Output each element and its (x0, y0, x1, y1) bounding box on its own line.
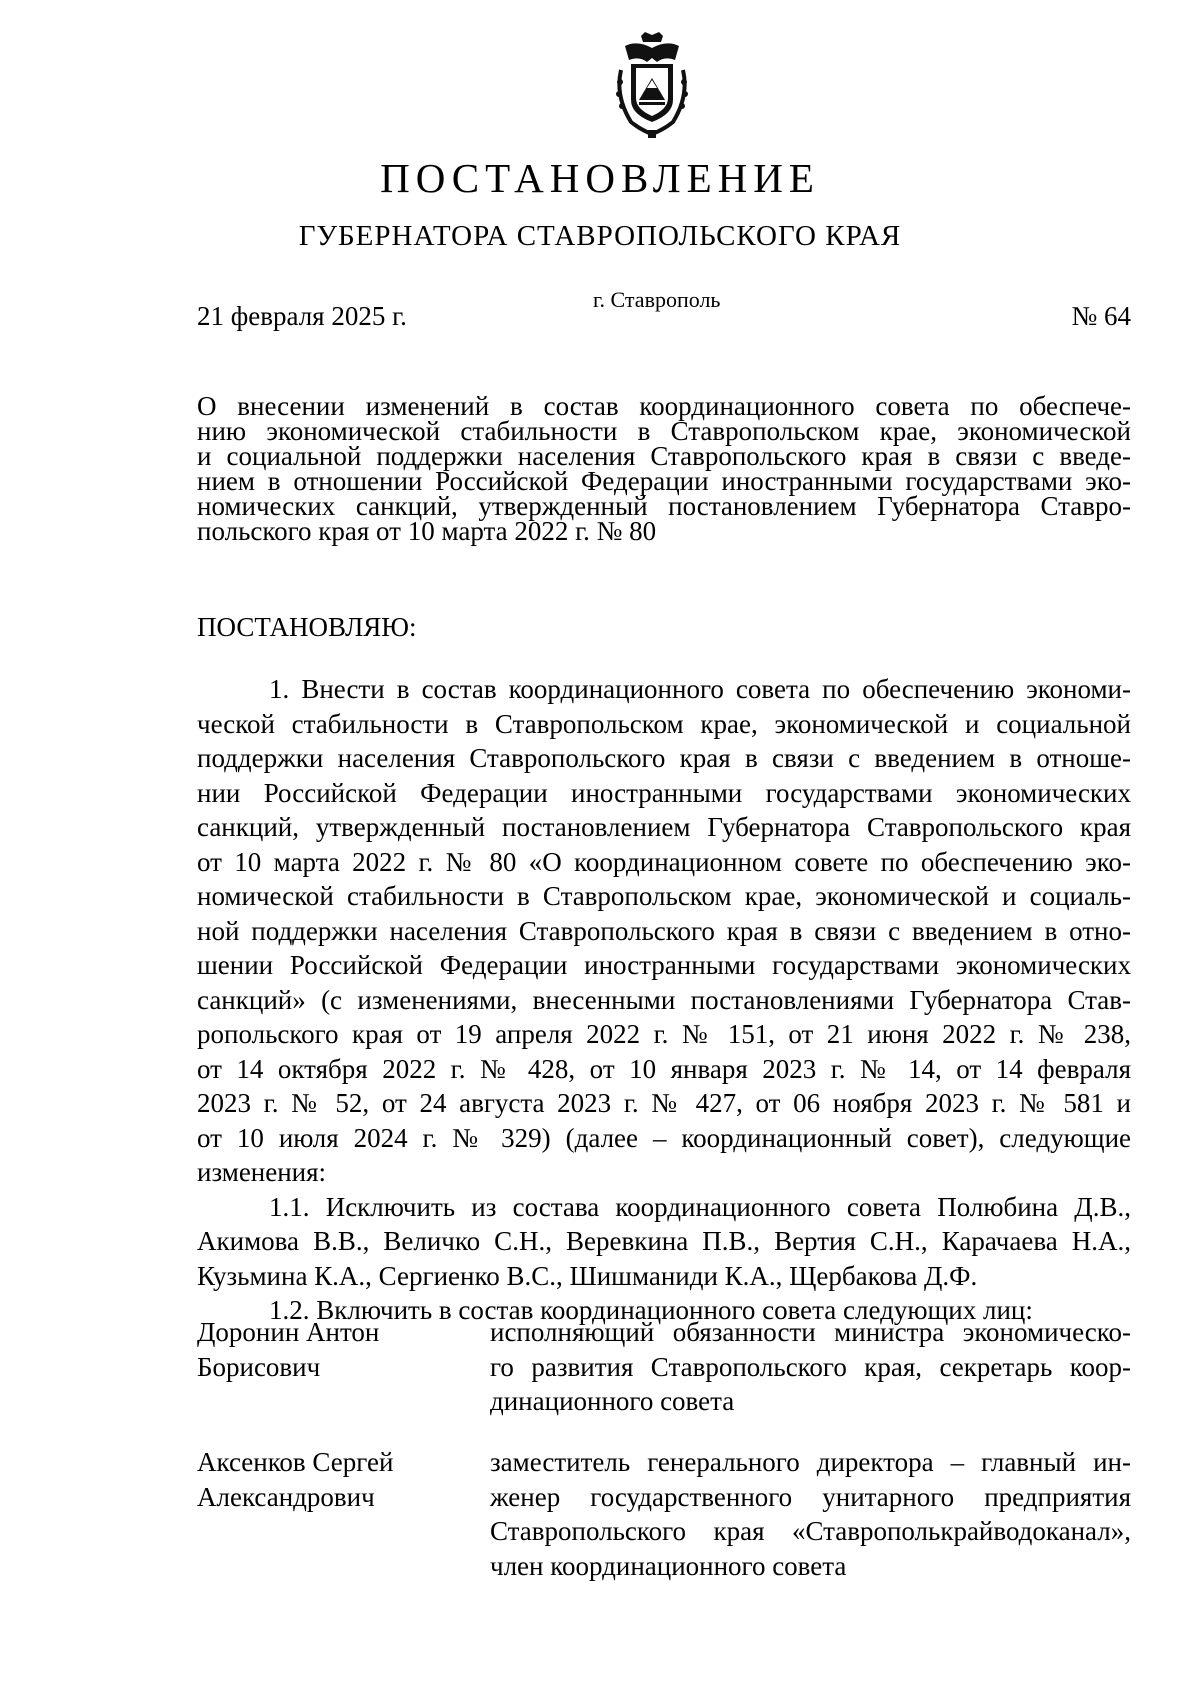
member-entry (197, 1315, 1131, 1445)
document-heading (197, 391, 1131, 546)
paragraph-1-1-line: Акимова В.В., Величко С.Н., Веревкина П.В., Вертия С.Н., Карачаева Н.А., (197, 1226, 1131, 1256)
paragraph-1-line: санкций» (с изменениями, внесенными постановлениями Губернатора Став- (197, 984, 1131, 1015)
document-city: г. Ставрополь (593, 287, 721, 312)
member-role-line: исполняющий обязанности министра экономическо- (490, 1317, 1131, 1347)
members-list (197, 1315, 1131, 1595)
paragraph-1-line: шении Российской Федерации иностранными государствами экономических (197, 950, 1131, 980)
issuer-title: ГУБЕРНАТОРА СТАВРОПОЛЬСКОГО КРАЯ (298, 220, 902, 252)
paragraph-1-line: ропольского края от 19 апреля 2022 г. № 151, от 21 июня 2022 г. № 238, (197, 1019, 1131, 1049)
paragraph-1-line: от 10 марта 2022 г. № 80 «О координационном совете по обеспечению эко- (197, 846, 1131, 877)
paragraph-1-line: 1. Внести в состав координационного совета по обеспечению экономи- (269, 674, 1131, 704)
member-name-line: Александрович (197, 1481, 375, 1512)
paragraph-1-line: нии Российской Федерации иностранными государствами экономических (197, 777, 1131, 808)
heading-line: нию экономической стабильности в Ставропольском крае, экономической (197, 416, 1131, 446)
member-name-line: Доронин Антон (197, 1317, 380, 1347)
document-number: № 64 (1071, 301, 1131, 331)
paragraph-1-2-line: 1.2. Включить в состав координационного совета следующих лиц: (269, 1295, 1033, 1325)
member-role-line: заместитель генерального директора – главный ин- (490, 1447, 1131, 1477)
document-date: 21 февраля 2025 г. (197, 301, 407, 331)
paragraph-1-line: номической стабильности в Ставропольском крае, экономической и социаль- (197, 881, 1131, 911)
paragraph-1-line: изменения: (197, 1157, 327, 1187)
coat-of-arms-icon (611, 30, 693, 140)
member-name (197, 1315, 477, 1384)
paragraph-1-line: санкций, утвержденный постановлением Губернатора Ставропольского края (197, 812, 1131, 842)
paragraph-1-line: от 14 октября 2022 г. № 428, от 10 января 2023 г. № 14, от 14 февраля (197, 1053, 1131, 1084)
paragraph-1-line: от 10 июля 2024 г. № 329) (далее – координационный совет), следующие (197, 1122, 1131, 1153)
member-role-line: член координационного совета (490, 1550, 847, 1581)
member-name (197, 1445, 477, 1514)
member-entry (197, 1445, 1131, 1595)
heading-line: номических санкций, утвержденный постановлением Губернатора Ставро- (197, 491, 1131, 521)
member-role (490, 1315, 1131, 1419)
paragraph-1-line: поддержки населения Ставропольского края в связи с введением в отноше- (197, 743, 1131, 773)
heading-line: нием в отношении Российской Федерации иностранными государствами эко- (197, 466, 1131, 496)
heading-line: и социальной поддержки населения Ставропольского края в связи с введе- (197, 441, 1131, 471)
paragraph-1-line: ной поддержки населения Ставропольского края в связи с введением в отно- (197, 915, 1131, 946)
paragraph-1-line: ческой стабильности в Ставропольском крае, экономической и социальной (197, 708, 1131, 739)
member-role-line: динационного совета (490, 1386, 735, 1416)
member-name-line: Борисович (197, 1351, 321, 1382)
paragraph-1-1-line: Кузьмина К.А., Сергиенко В.С., Шишманиди К.А., Щербакова Д.Ф. (197, 1260, 978, 1291)
member-name-line: Аксенков Сергей (197, 1447, 394, 1477)
member-role-line: го развития Ставропольского края, секретарь коор- (490, 1351, 1131, 1382)
paragraph-1-line: 2023 г. № 52, от 24 августа 2023 г. № 427, от 06 ноября 2023 г. № 581 и (197, 1088, 1131, 1118)
document-body (197, 672, 1131, 1328)
paragraph-1-1-line: 1.1. Исключить из состава координационного совета Полюбина Д.В., (269, 1191, 1131, 1222)
heading-line: польского края от 10 марта 2022 г. № 80 (197, 516, 657, 546)
member-role (490, 1445, 1131, 1583)
member-role-line: женер государственного унитарного предприятия (490, 1481, 1131, 1512)
decree-word: ПОСТАНОВЛЯЮ: (197, 612, 417, 642)
document-title: ПОСТАНОВЛЕНИЕ (380, 155, 820, 201)
heading-line: О внесении изменений в состав координационного совета по обеспече- (197, 391, 1131, 421)
member-role-line: Ставропольского края «Ставрополькрайводоканал», (490, 1516, 1131, 1546)
